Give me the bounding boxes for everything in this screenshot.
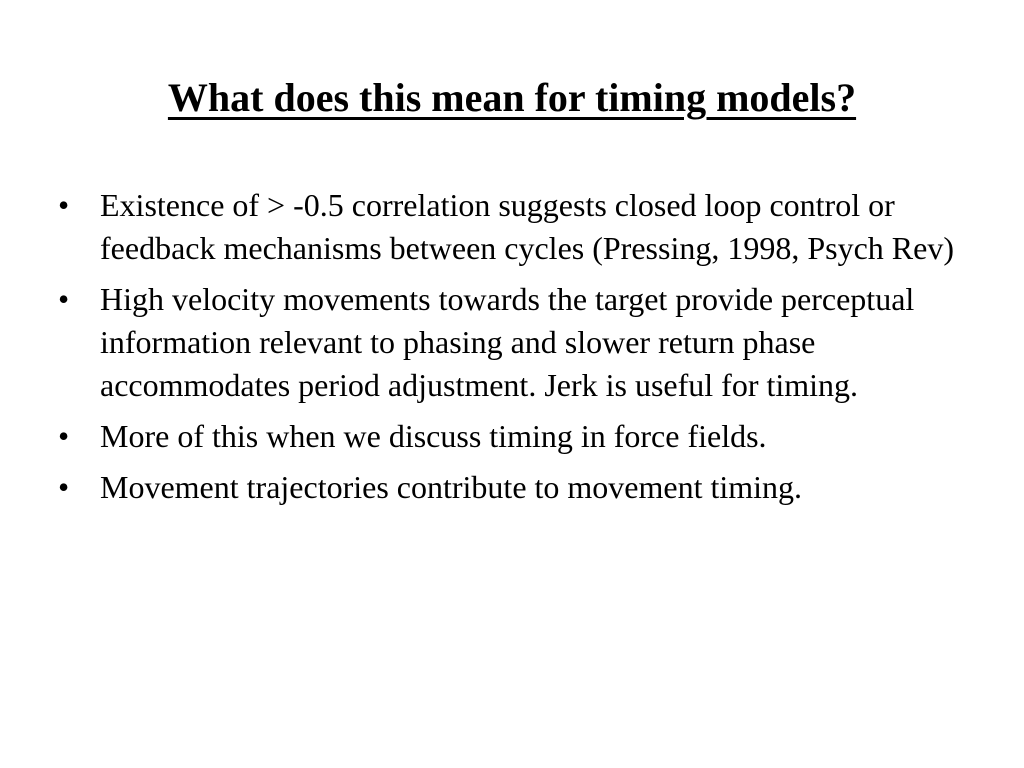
bullet-marker-icon: • <box>58 418 70 454</box>
bullet-item <box>58 184 978 270</box>
slide-title-text: What does this mean for timing models? <box>167 75 857 120</box>
bullet-marker-icon: • <box>58 469 70 505</box>
bullet-item <box>58 466 978 509</box>
bullet-marker-icon: • <box>58 281 70 317</box>
bullet-text: More of this when we discuss timing in force fields. <box>100 418 767 454</box>
bullet-item <box>58 278 978 407</box>
bullet-text: Movement trajectories contribute to movement timing. <box>100 469 803 505</box>
bullet-item <box>58 415 978 458</box>
bullet-list <box>58 184 978 517</box>
slide-title <box>0 72 1024 124</box>
bullet-text: Existence of > -0.5 correlation suggests closed loop control or feedback mechanisms between cycles (Pressing, 1998, Psych Rev) <box>100 187 954 266</box>
bullet-text: High velocity movements towards the target provide perceptual information relevant to phasing and slower return phase accommodates period adjustment. Jerk is useful for timing. <box>100 281 915 403</box>
bullet-marker-icon: • <box>58 187 70 223</box>
